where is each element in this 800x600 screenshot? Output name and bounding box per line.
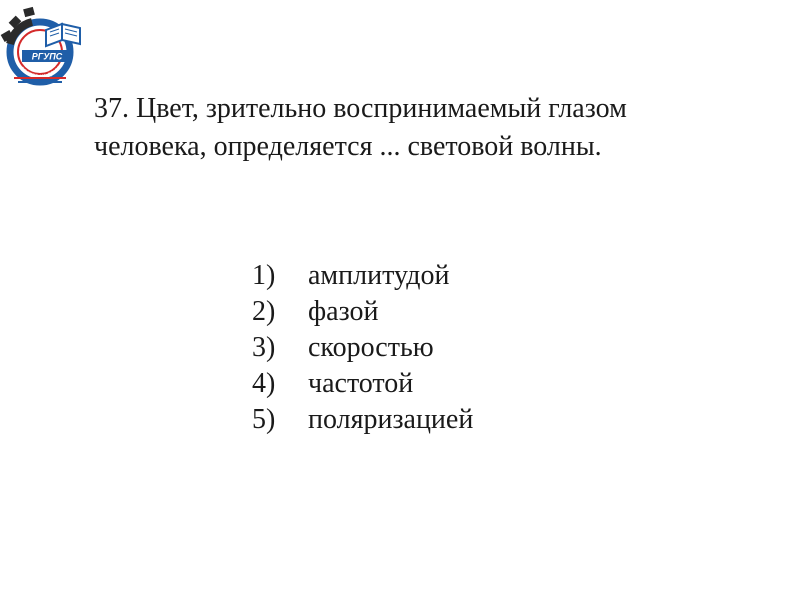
answer-number: 4) <box>252 368 276 399</box>
logo-emblem-icon <box>0 0 92 92</box>
answer-option-5 <box>252 402 473 438</box>
answer-list <box>252 258 473 438</box>
question-line-1: 37. Цвет, зрительно воспринимаемый глазом <box>94 93 627 124</box>
answer-option-2 <box>252 294 473 330</box>
answer-number: 2) <box>252 296 276 327</box>
answer-number: 5) <box>252 404 276 435</box>
answer-text: фазой <box>308 296 379 327</box>
university-logo <box>0 0 92 92</box>
answer-text: скоростью <box>308 332 434 363</box>
question-text <box>94 90 734 166</box>
answer-option-4 <box>252 366 473 402</box>
answer-text: амплитудой <box>308 260 450 291</box>
answer-number: 1) <box>252 260 276 291</box>
answer-text: поляризацией <box>308 404 474 435</box>
logo-ring-text: РОСТОВ-НА-ДОНУ <box>18 66 62 81</box>
answer-option-1 <box>252 258 473 294</box>
answer-number: 3) <box>252 332 276 363</box>
question-line-2: человека, определяется ... световой волны. <box>94 131 602 162</box>
answer-text: частотой <box>308 368 414 399</box>
answer-option-3 <box>252 330 473 366</box>
logo-title: РГУПС <box>31 51 63 62</box>
